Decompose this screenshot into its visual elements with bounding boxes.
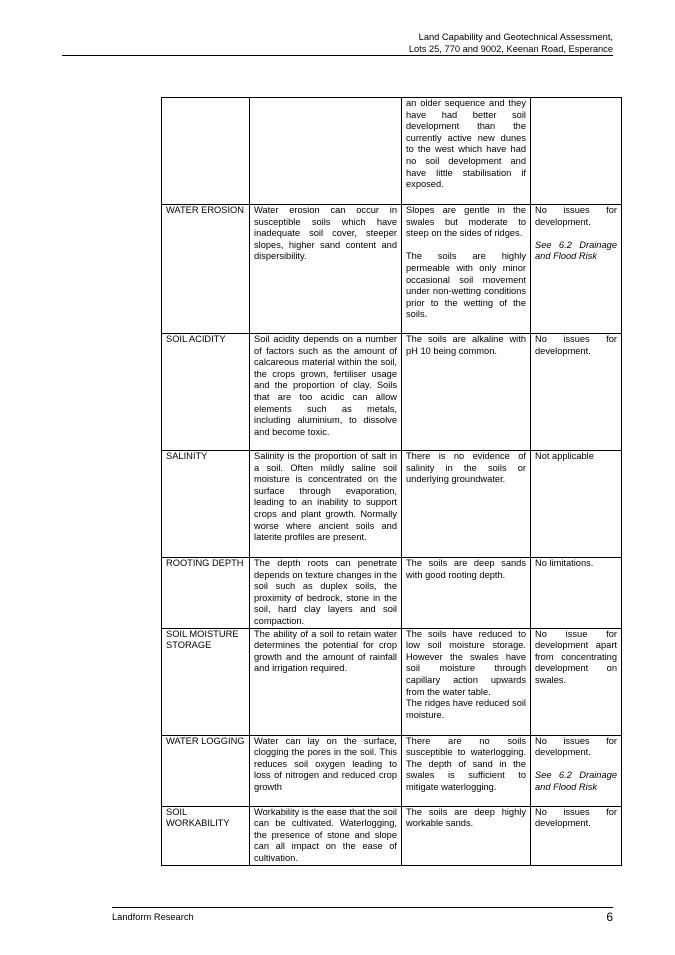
description-cell: Water can lay on the surface, clogging the pores in the soil. This reduces soil oxygen leading to loss of nitrogen and reduced crop growth bbox=[250, 735, 402, 806]
site-text: There is no evidence of salinity in the soils or underlying groundwater. bbox=[406, 451, 526, 485]
factor-cell bbox=[162, 98, 250, 205]
table-row bbox=[162, 735, 622, 806]
site-cell bbox=[402, 735, 531, 806]
site-text: an older sequence and they have had better soil development than the currently active new dunes to the west which have had no soil development and have little stabilisation if exposed. bbox=[406, 98, 526, 190]
site-cell bbox=[402, 205, 531, 334]
site-cell bbox=[402, 451, 531, 558]
issues-cell bbox=[531, 451, 622, 558]
issues-cell bbox=[531, 558, 622, 629]
page-number: 6 bbox=[606, 910, 613, 924]
issues-text: No issue for development apart from concentrating development on swales. bbox=[535, 628, 617, 685]
footer-organisation: Landform Research bbox=[112, 912, 194, 922]
site-cell bbox=[402, 558, 531, 629]
header-line-1: Land Capability and Geotechnical Assessment, bbox=[418, 32, 613, 42]
factor-cell: SOIL ACIDITY bbox=[162, 334, 250, 451]
factor-cell: SOIL WORKABILITY bbox=[162, 806, 250, 865]
factor-cell: WATER LOGGING bbox=[162, 735, 250, 806]
land-capability-table bbox=[161, 97, 622, 866]
issues-cell bbox=[531, 334, 622, 451]
site-cell bbox=[402, 628, 531, 735]
issues-cell bbox=[531, 98, 622, 205]
table-row bbox=[162, 334, 622, 451]
table-row bbox=[162, 806, 622, 865]
site-text: Slopes are gentle in the swales but moderate to steep on the sides of ridges. bbox=[406, 205, 526, 239]
issues-cell bbox=[531, 806, 622, 865]
description-cell: Workability is the ease that the soil can be cultivated. Waterlogging, the presence of stone and slope can all impact on the ease of cultivation. bbox=[250, 806, 402, 865]
description-cell: Salinity is the proportion of salt in a soil. Often mildly saline soil moisture is concentrated on the surface through evaporation, leading to an inability to support crops and plant growth. Normally worse where ancient soils and laterite profiles are present. bbox=[250, 451, 402, 558]
factor-cell: SOIL MOISTURE STORAGE bbox=[162, 628, 250, 735]
site-text: The soils are highly permeable with only minor occasional soil movement under non-wetting conditions prior to the wetting of the soils. bbox=[406, 251, 526, 320]
issues-cell bbox=[531, 628, 622, 735]
table-row bbox=[162, 451, 622, 558]
site-cell bbox=[402, 98, 531, 205]
description-cell: Soil acidity depends on a number of factors such as the amount of calcareous material within the soil, the crops grown, fertiliser usage and the proportion of clay. Soils that are too acidic can allow elements such as metals, including aluminium, to dissolve and become toxic. bbox=[250, 334, 402, 451]
table-row bbox=[162, 628, 622, 735]
issues-cell bbox=[531, 205, 622, 334]
site-cell bbox=[402, 334, 531, 451]
description-cell: The ability of a soil to retain water determines the potential for crop growth and the amount of rainfall and irrigation required. bbox=[250, 628, 402, 735]
issues-text: No issues for development. bbox=[535, 806, 617, 829]
issues-cell bbox=[531, 735, 622, 806]
page-header bbox=[409, 32, 613, 55]
issues-text: No issues for development. bbox=[535, 334, 617, 356]
header-line-2: Lots 25, 770 and 9002, Keenan Road, Esperance bbox=[408, 43, 613, 54]
factor-cell: SALINITY bbox=[162, 451, 250, 558]
site-text: The soils have reduced to low soil moisture storage. However the swales have soil moisture through capillary action upwards from the water table. bbox=[406, 628, 526, 697]
description-cell: The depth roots can penetrate depends on texture changes in the soil such as duplex soils, the proximity of bedrock, stone in the soil, hard clay layers and soil compaction. bbox=[250, 558, 402, 629]
site-cell bbox=[402, 806, 531, 865]
site-text: The soils are deep highly workable sands. bbox=[406, 806, 526, 829]
factor-cell: ROOTING DEPTH bbox=[162, 558, 250, 629]
site-text: The soils are deep sands with good rooting depth. bbox=[406, 558, 526, 580]
description-cell bbox=[250, 98, 402, 205]
site-text: There are no soils susceptible to waterlogging. The depth of sand in the swales is sufficient to mitigate waterlogging. bbox=[406, 735, 526, 792]
table-row bbox=[162, 98, 622, 205]
table-row bbox=[162, 205, 622, 334]
table-row bbox=[162, 558, 622, 629]
issues-text: Not applicable bbox=[535, 451, 594, 461]
footer-rule bbox=[112, 907, 613, 908]
site-text: The ridges have reduced soil moisture. bbox=[406, 698, 526, 720]
issues-text: No issues for development. bbox=[535, 735, 617, 758]
factor-cell: WATER EROSION bbox=[162, 205, 250, 334]
description-cell: Water erosion can occur in susceptible soils which have inadequate soil cover, steeper slopes, higher sand content and dispersibility. bbox=[250, 205, 402, 334]
issues-reference: See 6.2 Drainage and Flood Risk bbox=[535, 239, 617, 262]
issues-text: No issues for development. bbox=[535, 205, 617, 227]
header-rule bbox=[62, 55, 613, 56]
issues-text: No limitations. bbox=[535, 558, 594, 568]
site-text: The soils are alkaline with pH 10 being common. bbox=[406, 334, 526, 356]
issues-reference: See 6.2 Drainage and Flood Risk bbox=[535, 770, 617, 792]
